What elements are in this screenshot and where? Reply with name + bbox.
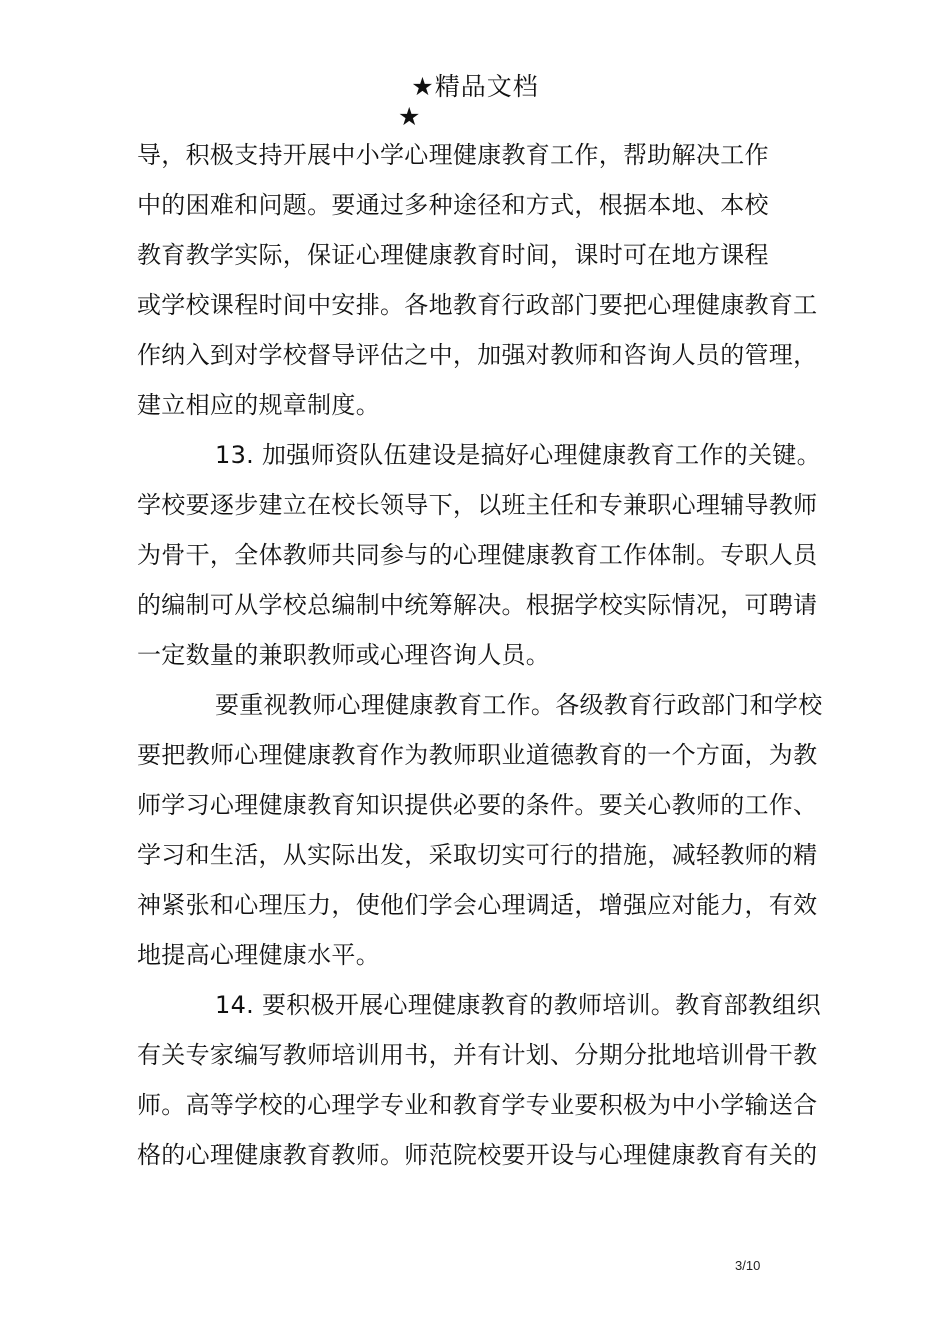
star-icon: ★ xyxy=(398,102,421,131)
document-body xyxy=(137,130,827,1180)
body-line: 作纳入到对学校督导评估之中，加强对教师和咨询人员的管理， xyxy=(137,341,818,369)
page-number: 3/10 xyxy=(735,1258,761,1273)
body-line: 地提高心理健康水平。 xyxy=(137,941,380,969)
body-line: 有关专家编写教师培训用书，并有计划、分期分批地培训骨干教 xyxy=(137,1041,818,1069)
body-line: 为骨干，全体教师共同参与的心理健康教育工作体制。专职人员 xyxy=(137,541,818,569)
body-line: 建立相应的规章制度。 xyxy=(137,391,380,419)
body-line: 或学校课程时间中安排。各地教育行政部门要把心理健康教育工 xyxy=(137,291,818,319)
body-line: 导，积极支持开展中小学心理健康教育工作，帮助解决工作 xyxy=(137,141,769,169)
body-line: 学习和生活，从实际出发，采取切实可行的措施，减轻教师的精 xyxy=(137,841,818,869)
body-line: 神紧张和心理压力，使他们学会心理调适，增强应对能力，有效 xyxy=(137,891,818,919)
body-line: 的编制可从学校总编制中统筹解决。根据学校实际情况，可聘请 xyxy=(137,591,818,619)
body-line: 一定数量的兼职教师或心理咨询人员。 xyxy=(137,641,551,669)
body-line: 要把教师心理健康教育作为教师职业道德教育的一个方面，为教 xyxy=(137,741,818,769)
body-line: 师学习心理健康教育知识提供必要的条件。要关心教师的工作、 xyxy=(137,791,818,819)
paragraph-first-line: 要重视教师心理健康教育工作。各级教育行政部门和学校 xyxy=(215,691,823,719)
body-line: 师。高等学校的心理学专业和教育学专业要积极为中小学输送合 xyxy=(137,1091,818,1119)
body-line: 教育教学实际，保证心理健康教育时间，课时可在地方课程 xyxy=(137,241,769,269)
paragraph-first-line: 14. 要积极开展心理健康教育的教师培训。教育部教组织 xyxy=(215,991,821,1019)
paragraph-first-line: 13. 加强师资队伍建设是搞好心理健康教育工作的关键。 xyxy=(215,441,821,469)
document-header-title: ★精品文档 xyxy=(411,72,539,101)
body-line: 格的心理健康教育教师。师范院校要开设与心理健康教育有关的 xyxy=(137,1141,818,1169)
body-line: 中的困难和问题。要通过多种途径和方式，根据本地、本校 xyxy=(137,191,769,219)
body-line: 学校要逐步建立在校长领导下，以班主任和专兼职心理辅导教师 xyxy=(137,491,818,519)
